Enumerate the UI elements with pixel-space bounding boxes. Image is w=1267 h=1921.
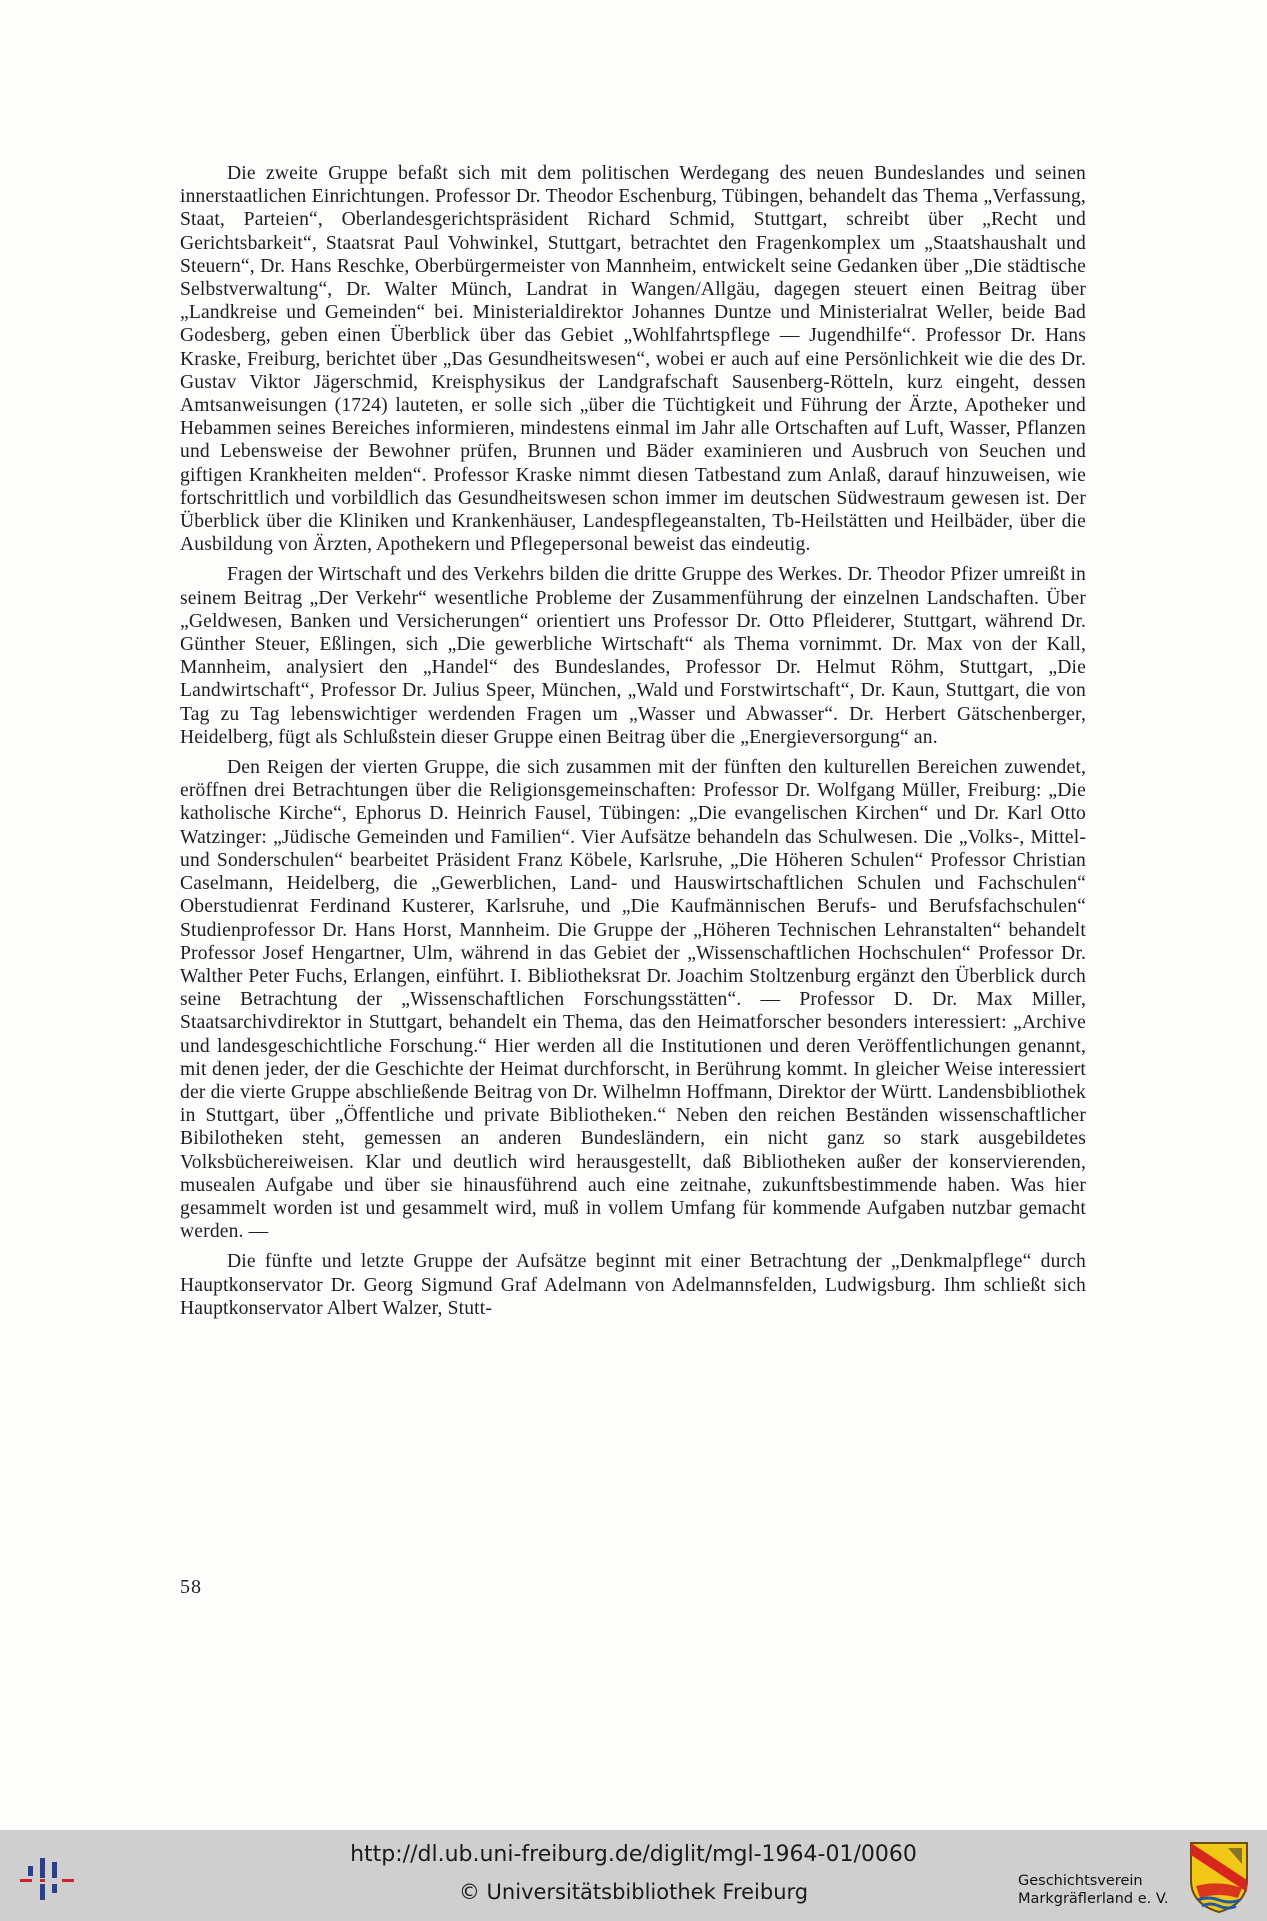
paragraph: Die fünfte und letzte Gruppe der Aufsätze beginnt mit einer Betrachtung der „Denkmalpflege“ durch Hauptkonservator Dr. Georg Sigmund Graf Adelmann von Adelmannsfelden, Ludwigsburg. Ihm schließt sich Hauptkonservator Albert Walzer, Stutt- (180, 1251, 1086, 1319)
body-text (180, 162, 1086, 1320)
coat-of-arms-icon (1188, 1840, 1250, 1914)
source-url[interactable]: http://dl.ub.uni-freiburg.de/diglit/mgl-1964-01/0060 (350, 1842, 917, 1867)
footer-bar (0, 1830, 1267, 1921)
paragraph: Die zweite Gruppe befaßt sich mit dem politischen Werdegang des neuen Bundeslandes und seinen innerstaatlichen Einrichtungen. Professor Dr. Theodor Eschenburg, Tübingen, behandelt das Thema „Verfassung, Staat, Parteien“, Oberlandesgerichtspräsident Richard Schmid, Stuttgart, schreibt über „Recht und Gerichtsbarkeit“, Staatsrat Paul Vohwinkel, Stuttgart, betrachtet den Fragenkomplex um „Staatshaushalt und Steuern“, Dr. Hans Reschke, Oberbürgermeister von Mannheim, entwickelt seine Gedanken über „Die städtische Selbstverwaltung“, Dr. Walter Münch, Landrat in Wangen/Allgäu, dagegen steuert einen Beitrag über „Landkreise und Gemeinden“ bei. Ministerialdirektor Johannes Duntze und Ministerialrat Weller, beide Bad Godesberg, geben einen Überblick über das Gebiet „Wohlfahrtspflege — Jugendhilfe“. Professor Dr. Hans Kraske, Freiburg, berichtet über „Das Gesundheitswesen“, wobei er auch auf eine Persönlichkeit wie die des Dr. Gustav Viktor Jägerschmid, Kreisphysikus der Landgrafschaft Sausenberg-Rötteln, kurz eingeht, dessen Amtsanweisungen (1724) lauteten, er solle sich „über die Tüchtigkeit und Führung der Ärzte, Apotheker und Hebammen seines Bereiches informieren, mindestens einmal im Jahr alle Ortschaften auf Luft, Wasser, Pflanzen und Lebensweise der Bewohner prüfen, Brunnen und Bäder examinieren und Ausbruch von Seuchen und giftigen Krankheiten melden“. Professor Kraske nimmt diesen Tatbestand zum Anlaß, darauf hinzuweisen, wie fortschrittlich und vorbildlich das Gesundheitswesen schon immer im deutschen Südwestraum gewesen ist. Der Überblick über die Kliniken und Krankenhäuser, Landespflegeanstalten, Tb-Heilstätten und Heilbäder, über die Ausbildung von Ärzten, Apothekern und Pflegepersonal beweist das eindeutig. (180, 163, 1086, 556)
society-name (1018, 1872, 1169, 1908)
society-name-line-1: Geschichtsverein (1018, 1873, 1143, 1889)
paragraph: Den Reigen der vierten Gruppe, die sich zusammen mit der fünften den kulturellen Bereichen zuwendet, eröffnen drei Betrachtungen über die Religionsgemeinschaften: Professor Dr. Wolfgang Müller, Freiburg: „Die katholische Kirche“, Ephorus D. Heinrich Fausel, Tübingen: „Die evangelischen Kirchen“ und Dr. Karl Otto Watzinger: „Jüdische Gemeinden und Familien“. Vier Aufsätze behandeln das Schulwesen. Die „Volks-, Mittel- und Sonderschulen“ bearbeitet Präsident Franz Köbele, Karlsruhe, „Die Höheren Schulen“ Professor Christian Caselmann, Heidelberg, die „Gewerblichen, Land- und Hauswirtschaftlichen Schulen und Fachschulen“ Oberstudienrat Ferdinand Kusterer, Karlsruhe, und „Die Kaufmännischen Berufs- und Berufsfachschulen“ Studienprofessor Dr. Hans Horst, Mannheim. Die Gruppe der „Höheren Technischen Lehranstalten“ behandelt Professor Josef Hengartner, Ulm, während in das Gebiet der „Wissenschaftlichen Hochschulen“ Professor Dr. Walther Peter Fuchs, Erlangen, einführt. I. Bibliotheksrat Dr. Joachim Stoltzenburg ergänzt den Überblick durch seine Betrachtung der „Wissenschaftlichen Forschungsstätten“. — Professor D. Dr. Max Miller, Staatsarchivdirektor in Stuttgart, behandelt ein Thema, das den Heimatforscher besonders interessiert: „Archive und landesgeschichtliche Forschung.“ Hier werden all die Institutionen und deren Veröffentlichungen genannt, mit denen jeder, der die Geschichte der Heimat durchforscht, in Berührung kommt. In gleicher Weise interessiert der die vierte Gruppe abschließende Beitrag von Dr. Wilhelmn Hoffmann, Direktor der Württ. Landensbibliothek in Stuttgart, über „Öffentliche und private Bibliotheken.“ Neben den reichen Beständen wissenschaftlicher Bibilotheken steht, gemessen an anderen Bundesländern, ein nicht ganz so stark ausgebildetes Volksbüchereiweisen. Klar und deutlich wird herausgestellt, daß Bibliotheken außer der konservierenden, musealen Aufgabe und über sie hinausführend auch eine zeitnahe, zukunftsbestimmende haben. Was hier gesammelt worden ist und gesammelt wird, muß in vollem Umfang für kommende Aufgaben nutzbar gemacht werden. — (180, 757, 1086, 1243)
page-number: 58 (180, 1576, 202, 1598)
copyright-notice: © Universitätsbibliothek Freiburg (458, 1880, 809, 1904)
society-name-line-2: Markgräflerland e. V. (1018, 1891, 1169, 1907)
paragraph: Fragen der Wirtschaft und des Verkehrs bilden die dritte Gruppe des Werkes. Dr. Theodor Pfizer umreißt in seinem Beitrag „Der Verkehr“ wesentliche Probleme der Zusammenführung der einzelnen Landschaften. Über „Geldwesen, Banken und Versicherungen“ orientiert uns Professor Dr. Otto Pfleiderer, Stuttgart, während Dr. Günther Steuer, Eßlingen, sich „Die gewerbliche Wirtschaft“ als Thema vornimmt. Dr. Max von der Kall, Mannheim, analysiert den „Handel“ des Bundeslandes, Professor Dr. Helmut Röhm, Stuttgart, „Die Landwirtschaft“, Professor Dr. Julius Speer, München, „Wald und Forstwirtschaft“, Dr. Kaun, Stuttgart, die von Tag zu Tag lebenswichtiger werdenden Fragen um „Wasser und Abwasser“. Dr. Herbert Gätschenberger, Heidelberg, fügt als Schlußstein dieser Gruppe einen Beitrag über die „Energieversorgung“ an. (180, 564, 1086, 748)
